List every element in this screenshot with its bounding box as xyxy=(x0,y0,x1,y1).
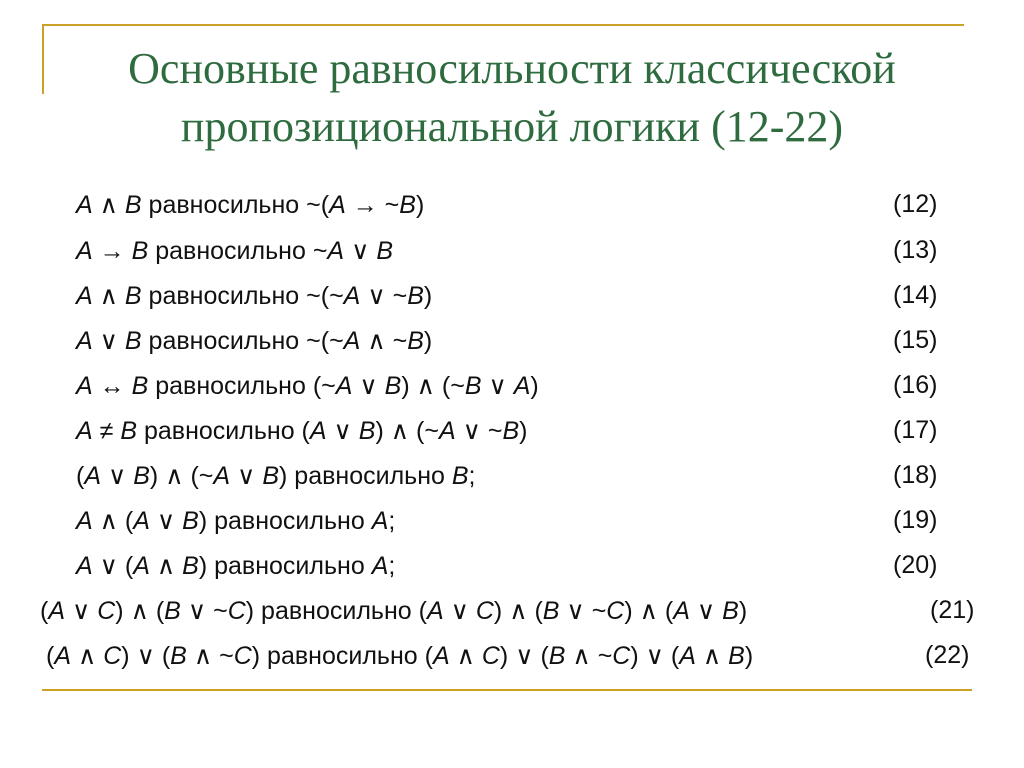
left-accent-rule xyxy=(42,26,44,94)
equivalence-number: (21) xyxy=(930,596,975,624)
equivalence-row-18 xyxy=(0,461,1024,501)
equivalence-expression: (A ∨ B) ∧ (~A ∨ B) равносильно B; xyxy=(76,462,476,490)
equivalence-row-15 xyxy=(0,326,1024,366)
equivalence-expression: A ∧ B равносильно ~(A → ~B) xyxy=(76,191,425,219)
equivalence-number: (20) xyxy=(893,551,938,579)
equivalence-number: (19) xyxy=(893,506,938,534)
equivalence-number: (15) xyxy=(893,326,938,354)
equivalence-expression: A ↔ B равносильно (~A ∨ B) ∧ (~B ∨ A) xyxy=(76,372,539,400)
equivalence-number: (17) xyxy=(893,416,938,444)
equivalence-row-13 xyxy=(0,236,1024,276)
equivalence-number: (14) xyxy=(893,281,938,309)
title-line-1: Основные равносильности классической xyxy=(128,44,896,93)
equivalence-number: (13) xyxy=(893,236,938,264)
slide-title xyxy=(60,40,964,156)
equivalence-row-17 xyxy=(0,416,1024,456)
equivalence-row-12 xyxy=(0,190,1024,230)
equivalence-number: (16) xyxy=(893,371,938,399)
equivalence-expression: A ∨ B равносильно ~(~A ∧ ~B) xyxy=(76,327,433,355)
equivalence-expression: (A ∧ C) ∨ (B ∧ ~C) равносильно (A ∧ C) ∨ (B ∧ ~C) ∨ (A ∧ B) xyxy=(46,642,754,670)
equivalence-row-16 xyxy=(0,371,1024,411)
equivalence-row-14 xyxy=(0,281,1024,321)
equivalence-expression: (A ∨ C) ∧ (B ∨ ~C) равносильно (A ∨ C) ∧ (B ∨ ~C) ∧ (A ∨ B) xyxy=(40,597,748,625)
bottom-rule xyxy=(42,689,972,691)
equivalence-expression: A ∨ (A ∧ B) равносильно A; xyxy=(76,552,396,580)
equivalence-expression: A ∧ (A ∨ B) равносильно A; xyxy=(76,507,396,535)
equivalence-number: (12) xyxy=(893,190,938,218)
equivalence-number: (22) xyxy=(925,641,970,669)
equivalence-expression: A ∧ B равносильно ~(~A ∨ ~B) xyxy=(76,282,433,310)
title-line-2: пропозициональной логики (12-22) xyxy=(180,102,844,151)
equivalence-number: (18) xyxy=(893,461,938,489)
equivalence-expression: A → B равносильно ~A ∨ B xyxy=(76,237,394,265)
equivalence-expression: A ≠ B равносильно (A ∨ B) ∧ (~A ∨ ~B) xyxy=(76,417,528,445)
equivalence-row-19 xyxy=(0,506,1024,546)
top-rule xyxy=(42,24,964,26)
equivalence-row-22 xyxy=(0,641,1024,681)
equivalence-row-21 xyxy=(0,596,1024,636)
equivalence-row-20 xyxy=(0,551,1024,591)
